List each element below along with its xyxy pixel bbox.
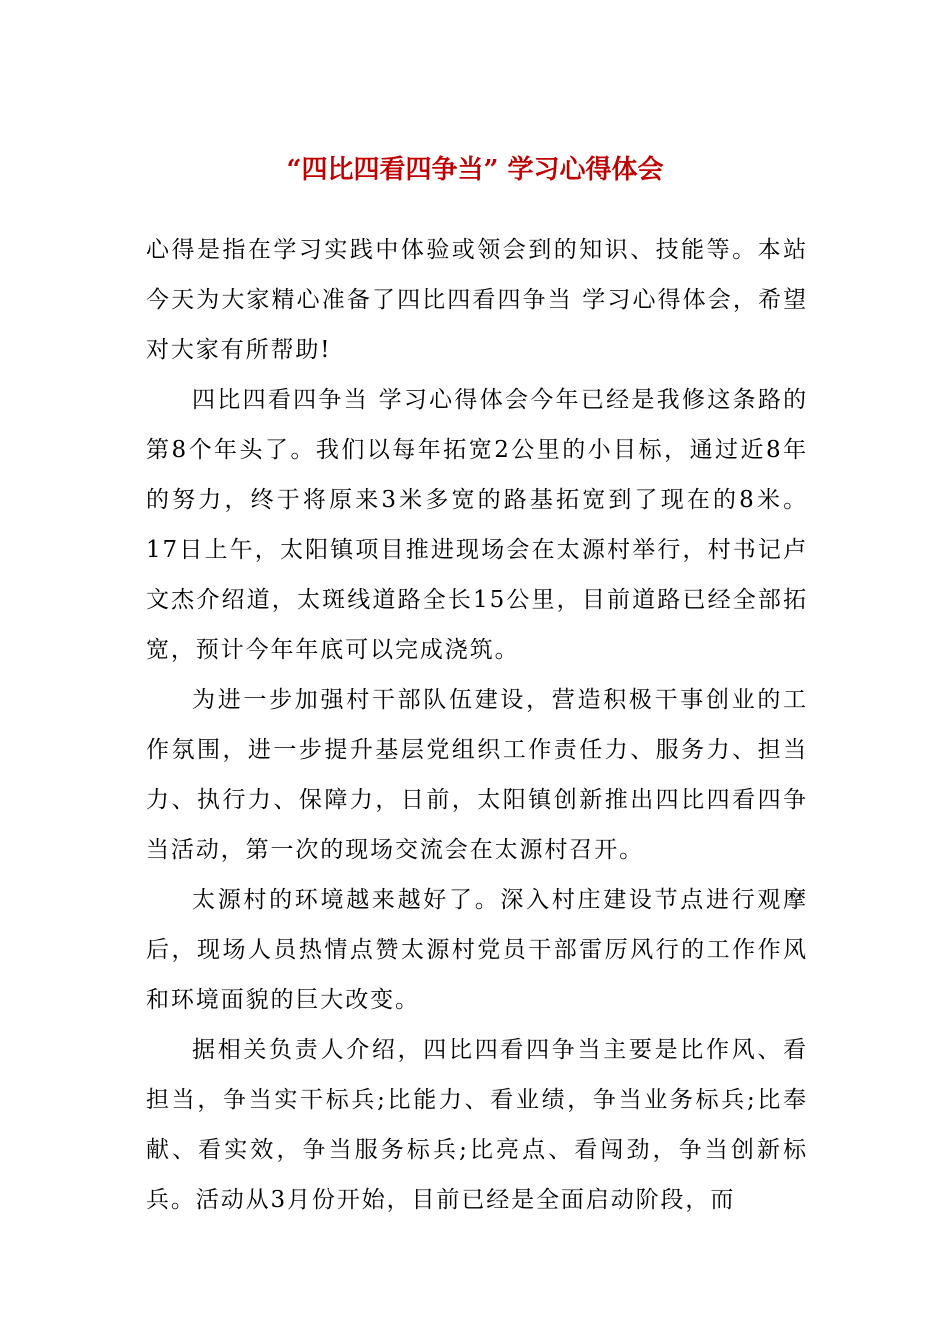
document-body — [146, 225, 808, 1225]
paragraph-activity: 为进一步加强村干部队伍建设，营造积极干事创业的工作氛围，进一步提升基层党组织工作责任力、服务力、担当力、执行力、保障力，日前，太阳镇创新推出四比四看四争当活动，第一次的现场交流会在太源村召开。 — [146, 687, 808, 863]
paragraph-introduction: 据相关负责人介绍，四比四看四争当主要是比作风、看担当，争当实干标兵;比能力、看业绩，争当业务标兵;比奉献、看实效，争当服务标兵;比亮点、看闯劲，争当创新标兵。活动从3月份开始，目前已经是全面启动阶段，而 — [146, 1037, 808, 1213]
document-title: “四比四看四争当” 学习心得体会 — [286, 155, 664, 185]
paragraph-environment: 太源村的环境越来越好了。深入村庄建设节点进行观摩后，现场人员热情点赞太源村党员干部雷厉风行的工作作风和环境面貌的巨大改变。 — [146, 887, 808, 1013]
paragraph-road: 四比四看四争当 学习心得体会今年已经是我修这条路的第8个年头了。我们以每年拓宽2公里的小目标，通过近8年的努力，终于将原来3米多宽的路基拓宽到了现在的8米。17日上午，太阳镇项目推进现场会在太源村举行，村书记卢文杰介绍道，太斑线道路全长15公里，目前道路已经全部拓宽，预计今年年底可以完成浇筑。 — [146, 387, 808, 663]
paragraph-intro: 心得是指在学习实践中体验或领会到的知识、技能等。本站今天为大家精心准备了四比四看四争当 学习心得体会，希望对大家有所帮助! — [146, 237, 808, 363]
